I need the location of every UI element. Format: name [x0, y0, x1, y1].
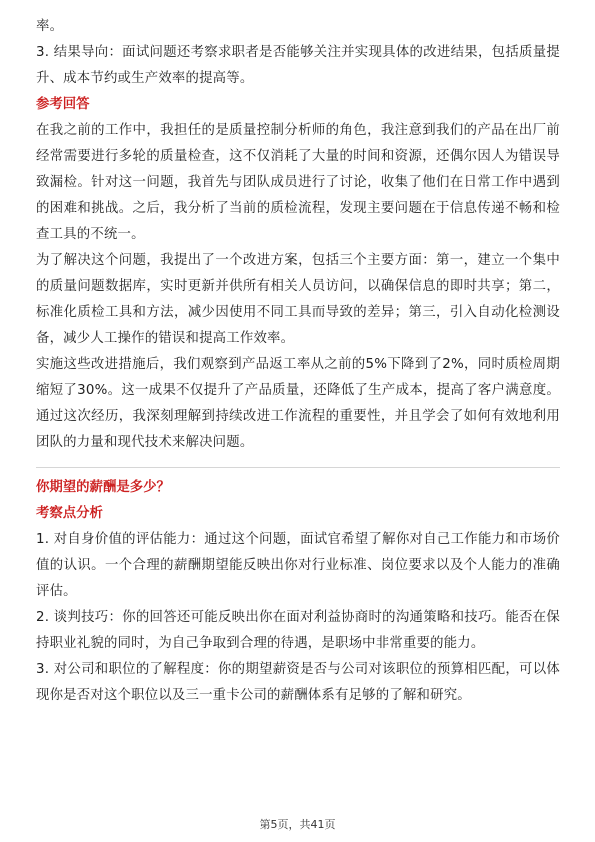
- previous-point-tail: 率。: [36, 19, 64, 34]
- analysis-point: 1. 对自身价值的评估能力：通过这个问题，面试官希望了解你对自己工作能力和市场价值的认识。一个合理的薪酬期望能反映出你对行业标准、岗位要求以及个人能力的准确评估。: [36, 532, 560, 599]
- analysis-point: 3. 对公司和职位的了解程度：你的期望薪资是否与公司对该职位的预算相匹配，可以体现你是否对这个职位以及三一重卡公司的薪酬体系有足够的了解和研究。: [36, 662, 560, 703]
- page-content: [36, 14, 560, 709]
- answer-paragraph: 在我之前的工作中，我担任的是质量控制分析师的角色，我注意到我们的产品在出厂前经常需要进行多轮的质量检查，这不仅消耗了大量的时间和资源，还偶尔因人为错误导致漏检。针对这一问题，我首先与团队成员进行了讨论，收集了他们在日常工作中遇到的困难和挑战。之后，我分析了当前的质检流程，发现主要问题在于信息传递不畅和检查工具的不统一。: [36, 123, 560, 242]
- answer-paragraph: 为了解决这个问题，我提出了一个改进方案，包括三个主要方面：第一，建立一个集中的质量问题数据库，实时更新并供所有相关人员访问，以确保信息的即时共享；第二，标准化质检工具和方法，减少因使用不同工具而导致的差异；第三，引入自动化检测设备，减少人工操作的错误和提高工作效率。: [36, 253, 560, 346]
- answer-paragraph: 实施这些改进措施后，我们观察到产品返工率从之前的5%下降到了2%，同时质检周期缩短了30%。这一成果不仅提升了产品质量，还降低了生产成本，提高了客户满意度。通过这次经历，我深刻理解到持续改进工作流程的重要性，并且学会了如何有效地利用团队的力量和现代技术来解决问题。: [36, 357, 560, 450]
- analysis-point: 2. 谈判技巧：你的回答还可能反映出你在面对利益协商时的沟通策略和技巧。能否在保持职业礼貌的同时，为自己争取到合理的待遇，是职场中非常重要的能力。: [36, 610, 560, 651]
- reference-answer-heading: 参考回答: [36, 97, 90, 112]
- question-heading: 你期望的薪酬是多少？: [36, 480, 170, 495]
- point-result-oriented: 3. 结果导向：面试问题还考察求职者是否能够关注并实现具体的改进结果，包括质量提升、成本节约或生产效率的提高等。: [36, 45, 560, 86]
- page-number: 第5页，共41页: [259, 818, 336, 831]
- analysis-heading: 考察点分析: [36, 506, 103, 521]
- section-divider: [36, 467, 560, 468]
